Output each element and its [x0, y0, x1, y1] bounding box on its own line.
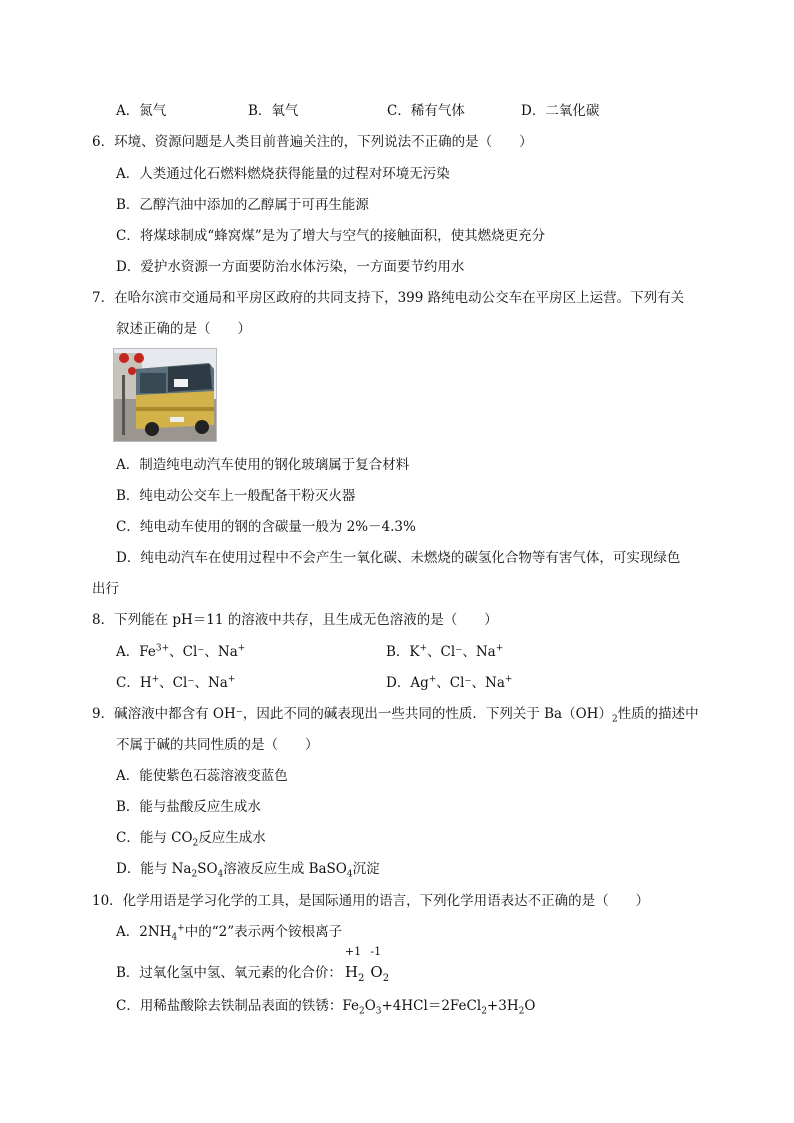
q10-option-c: [116, 996, 535, 1016]
q9-stem-line2: 不属于碱的共同性质的是（ ）: [116, 737, 319, 753]
q8-a-rest: 、Cl⁻、Na: [169, 644, 238, 660]
q8-d-rest-charge: +: [504, 674, 513, 685]
q9-c-sub: 2: [192, 838, 199, 849]
q8-c-rest-charge: +: [227, 674, 236, 685]
q10-a-post: 中的“2”表示两个铵根离子: [184, 924, 343, 940]
q10-b-o-valence: -1: [370, 945, 382, 958]
q9-stem-pre: 9．碱溶液中都含有 OH⁻，因此不同的碱表现出一些共同的性质．下列关于 Ba（OH）: [92, 706, 612, 722]
q7-stem-line2: 叙述正确的是（ ）: [116, 321, 251, 337]
q9-c-pre: C．能与 CO: [116, 830, 193, 846]
q9-c-post: 反应生成水: [198, 830, 266, 846]
q9-d-mid: SO: [197, 861, 218, 877]
q10-b-label: B．过氧化氢中氢、氧元素的化合价：: [116, 965, 342, 981]
q8-option-d: [386, 673, 512, 693]
q9-option-c: [116, 828, 266, 848]
q9-d-pre: D．能与 Na: [116, 861, 192, 877]
q8-a-rest-charge: +: [237, 643, 246, 654]
q10-b-oxygen: [370, 945, 390, 984]
q10-c-m2: +4HCl＝2FeCl: [381, 998, 482, 1014]
q9-d-sub2: 4: [217, 869, 224, 880]
q10-a-sup: +: [177, 923, 185, 934]
q10-c-pre: C．用稀盐酸除去铁制品表面的铁锈：Fe: [116, 998, 359, 1014]
q8-c-ion-charge: +: [151, 674, 160, 685]
q7-stem-line1: 7．在哈尔滨市交通局和平房区政府的共同支持下，399 路纯电动公交车在平房区上运营。下列有关: [92, 290, 685, 306]
q8-a-ion: Fe: [139, 644, 156, 660]
q10-c-s3: 2: [481, 1006, 487, 1017]
q10-option-b: [116, 945, 392, 984]
q8-b-rest: 、Cl⁻、Na: [427, 644, 496, 660]
q8-a-label: A．: [116, 644, 140, 660]
q10-b-o-sub: 2: [382, 973, 390, 984]
q9-option-a: A．能使紫色石蕊溶液变蓝色: [116, 768, 288, 784]
q10-option-a: [116, 922, 342, 942]
q9-stem-sub: 2: [611, 714, 618, 725]
q10-c-m3: +3H: [486, 998, 519, 1014]
q8-b-label: B．: [386, 644, 410, 660]
q8-option-c: [116, 673, 235, 693]
q9-d-post: 沉淀: [352, 861, 380, 877]
q8-option-b: [386, 642, 503, 662]
q9-d-mid2: 溶液反应生成 BaSO: [223, 861, 347, 877]
q10-c-s1: 2: [358, 1006, 365, 1017]
q8-c-label: C．: [116, 675, 140, 691]
q10-b-o-symbol: O: [370, 963, 383, 981]
q10-b-h-symbol: H: [344, 963, 359, 981]
q6-stem: 6．环境、资源问题是人类目前普遍关注的，下列说法不正确的是（ ）: [92, 134, 533, 150]
q7-option-c: C．纯电动车使用的钢的含碳量一般为 2%－4.3%: [116, 519, 416, 535]
q8-stem: 8．下列能在 pH＝11 的溶液中共存，且生成无色溶液的是（ ）: [92, 612, 498, 628]
q10-c-m1: O: [364, 998, 376, 1014]
q7-option-a: A．制造纯电动汽车使用的钢化玻璃属于复合材料: [116, 457, 410, 473]
q10-b-hydrogen: [344, 945, 365, 984]
q8-c-rest: 、Cl⁻、Na: [159, 675, 228, 691]
q5-option-b: B．氧气: [248, 103, 299, 119]
q10-stem: 10．化学用语是学习化学的工具，是国际通用的语言，下列化学用语表达不正确的是（ ）: [92, 893, 650, 909]
q8-a-ion-charge: 3+: [155, 643, 170, 654]
q10-c-s4: 2: [518, 1006, 525, 1017]
q5-option-c: C．稀有气体: [387, 103, 465, 119]
q9-option-d: [116, 859, 380, 879]
q9-d-sub1: 2: [191, 869, 198, 880]
q7-option-d-line1: D．纯电动汽车在使用过程中不会产生一氧化碳、未燃烧的碳氢化合物等有害气体，可实现绿色: [116, 550, 681, 566]
q8-d-ion: Ag: [410, 675, 429, 691]
q9-d-sub3: 4: [346, 869, 353, 880]
q10-c-post: O: [524, 998, 536, 1014]
q8-b-rest-charge: +: [495, 643, 504, 654]
q6-option-c: C．将煤球制成“蜂窝煤”是为了增大与空气的接触面积，使其燃烧更充分: [116, 228, 546, 244]
q8-option-a: [116, 642, 245, 662]
q9-stem-line1: [92, 704, 699, 724]
q7-option-b: B．纯电动公交车上一般配备干粉灭火器: [116, 488, 356, 504]
q9-stem-post: 性质的描述中: [617, 706, 699, 722]
q7-option-d-line2: 出行: [92, 581, 119, 597]
q5-option-d: D．二氧化碳: [521, 103, 600, 119]
q8-b-ion: K: [409, 644, 420, 660]
q8-c-ion: H: [139, 675, 152, 691]
q6-option-a: A．人类通过化石燃料燃烧获得能量的过程对环境无污染: [116, 166, 450, 182]
q10-a-sub: 4: [171, 932, 178, 943]
q10-a-pre: A．2NH: [116, 924, 172, 940]
q10-b-h-valence: +1: [344, 945, 362, 958]
q6-option-b: B．乙醇汽油中添加的乙醇属于可再生能源: [116, 197, 369, 213]
q10-c-s2: 3: [375, 1006, 382, 1017]
q9-option-b: B．能与盐酸反应生成水: [116, 799, 261, 815]
q8-d-ion-charge: +: [428, 674, 437, 685]
q8-b-ion-charge: +: [419, 643, 428, 654]
q10-b-h-sub: 2: [358, 973, 365, 984]
q6-option-d: D．爱护水资源一方面要防治水体污染，一方面要节约用水: [116, 259, 465, 275]
bus-photo: [113, 348, 217, 442]
q8-d-label: D．: [386, 675, 411, 691]
bus-photo-illustration: [114, 349, 216, 441]
q5-option-a: A．氮气: [116, 103, 167, 119]
q8-d-rest: 、Cl⁻、Na: [436, 675, 505, 691]
